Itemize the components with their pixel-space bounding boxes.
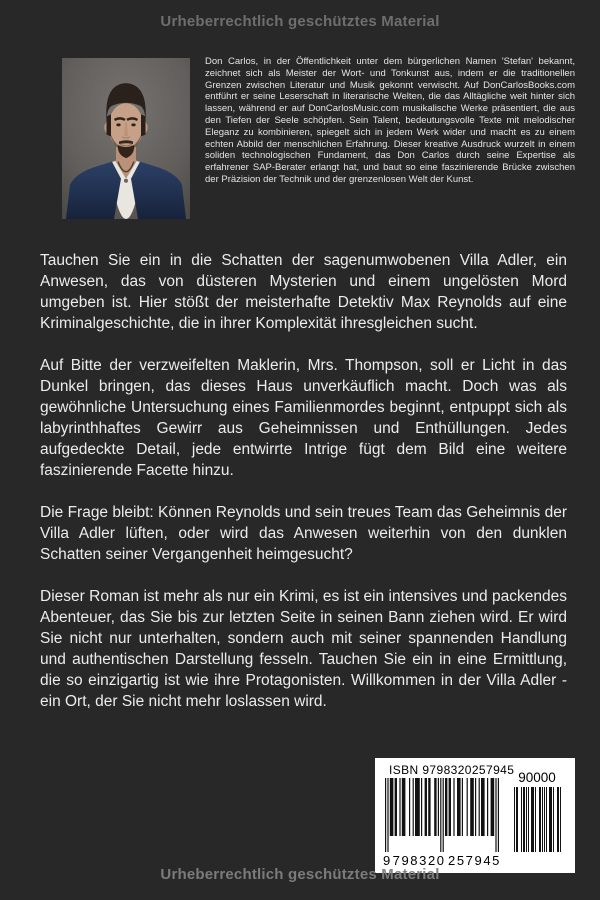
isbn-label: ISBN 9798320257945 — [389, 763, 515, 777]
ean-digit-first: 9 — [383, 853, 391, 868]
description-paragraph-3: Die Frage bleibt: Können Reynolds und sein treues Team das Geheimnis der Villa Adler lüften, oder wird das Anwesen weiterhin von den dunklen Schatten seiner Vergangenheit heimgesucht? — [40, 504, 568, 563]
copyright-watermark-top: Urheberrechtlich geschütztes Material — [160, 13, 440, 30]
barcode-price-code: 90000 — [518, 770, 556, 785]
description-paragraph-2: Auf Bitte der verzweifelten Maklerin, Mrs. Thompson, soll er Licht in das Dunkel bringen, das dieses Haus unverkäuflich macht. Doch was als gewöhnliche Untersuchung eines Familienmordes beginnt, entpuppt sich als labyrinthhaftes Gewirr aus Geheimnissen und Enthüllungen. Jedes aufgedeckte Detail, jede entwirrte Intrige fügt dem Bild eine weitere faszinierende Facette hinzu. — [40, 357, 567, 479]
ean5-addon-barcode — [513, 787, 561, 852]
author-bio: Don Carlos, in der Öffentlichkeit unter dem bürgerlichen Namen 'Stefan' bekannt, zeichnet sich als Meister der Wort- und Tonkunst aus, indem er die traditionellen Grenzen zwischen Literatur und Musik gekonnt verwischt. Auf DonCarlosBooks.com entführt er seine Leserschaft in literarische Welten, die das Alltägliche weit hinter sich lassen, während er auf DonCarlosMusic.com musikalische Werke präsentiert, die aus den Tiefen der Seele schöpfen. Sein Talent, bedeutungsvolle Texte mit melodischer Eleganz zu kombinieren, spiegelt sich in jedem Werk wider und macht es zu einem echten Abbild der menschlichen Erfahrung. Dieser kreative Ausdruck wurzelt in einem soliden technologischen Fundament, das Don Carlos durch seine Expertise als erfahrener SAP-Berater erlangt hat, und baut so eine faszinierende Brücke zwischen der Präzision der Technik und der grenzenlosen Welt der Kunst. — [205, 56, 575, 185]
ean-digit-group2: 257945 — [448, 853, 501, 868]
ean13-barcode — [385, 778, 499, 852]
author-photo — [62, 58, 190, 219]
copyright-watermark-bottom: Urheberrechtlich geschütztes Material — [160, 866, 440, 883]
ean-digit-group1: 798320 — [392, 853, 446, 868]
isbn-barcode-panel — [375, 758, 575, 873]
author-portrait-graphic — [62, 58, 190, 219]
description-paragraph-1: Tauchen Sie ein in die Schatten der sagenumwobenen Villa Adler, ein Anwesen, das von düsteren Mysterien und einem ungelösten Mord umgeben ist. Hier stößt der meisterhafte Detektiv Max Reynolds auf eine Kriminalgeschichte, die in ihrer Komplexität ihresgleichen sucht. — [40, 252, 567, 332]
description-paragraph-4: Dieser Roman ist mehr als nur ein Krimi, es ist ein intensives und packendes Abenteuer, das Sie bis zur letzten Seite in seinen Bann ziehen wird. Er wird Sie nicht nur unterhalten, sondern auch mit seiner spannenden Handlung und authentischen Darstellung fesseln. Tauchen Sie ein in eine Ermittlung, die so einzigartig ist wie ihre Protagonisten. Willkommen in der Villa Adler - ein Ort, der Sie nicht mehr loslassen wird. — [40, 588, 567, 710]
book-description — [40, 250, 567, 733]
